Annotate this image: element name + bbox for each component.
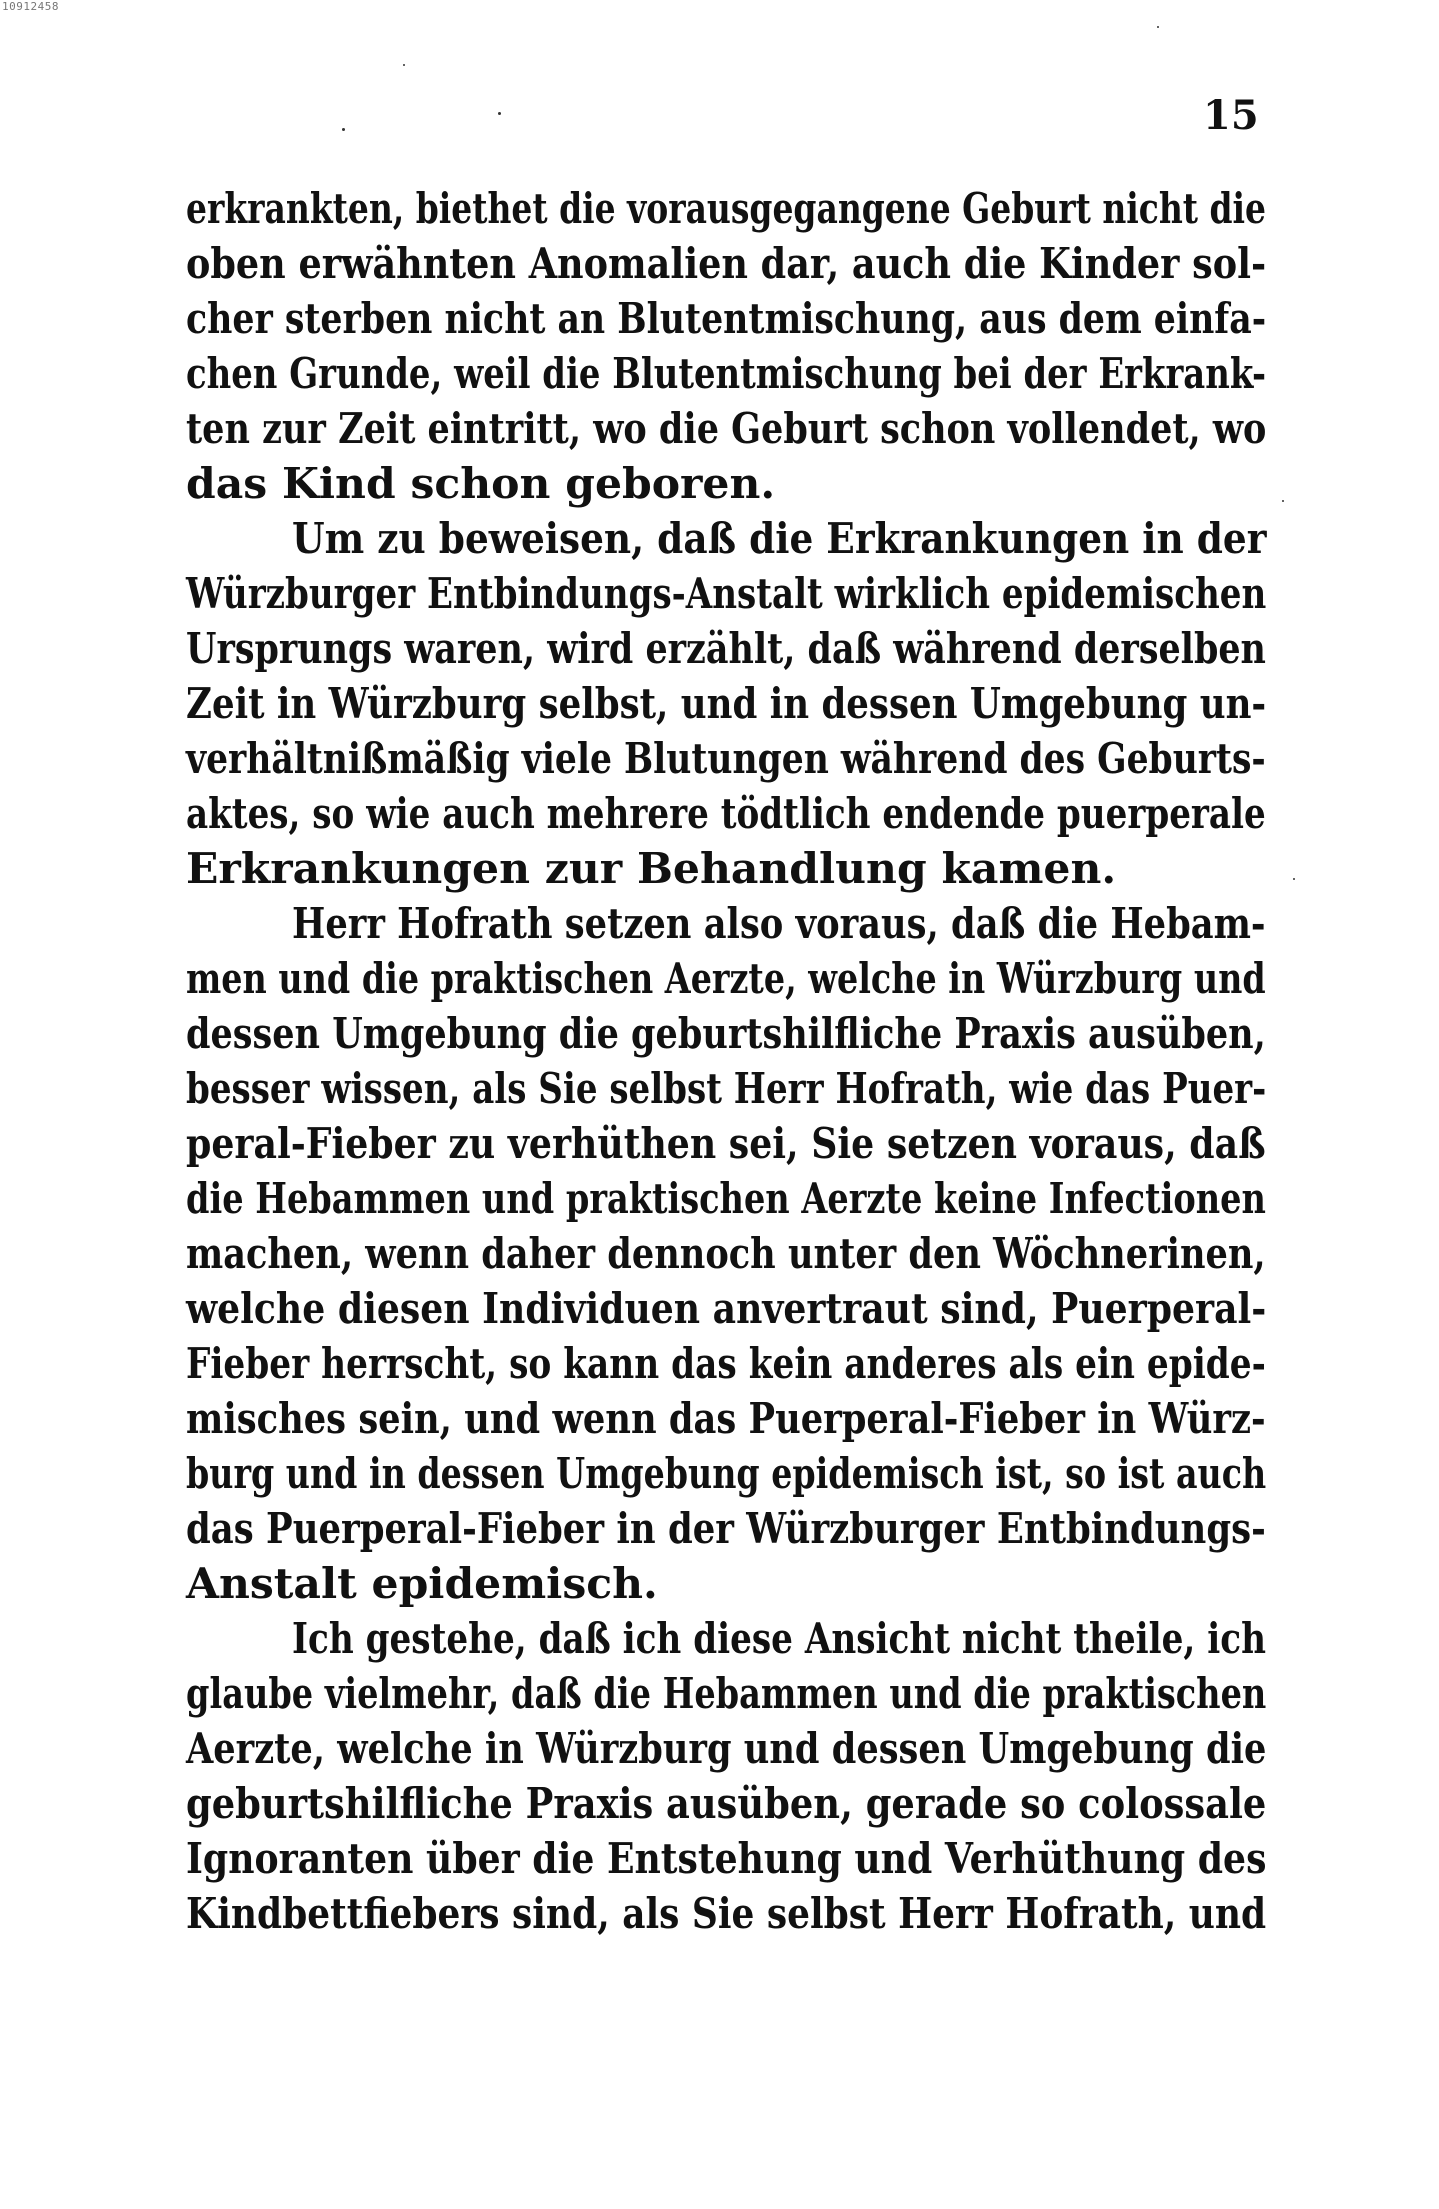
text-line: Anstalt epidemisch.: [186, 1559, 658, 1609]
text-line: verhältnißmäßig viele Blutungen während des Geburts-: [186, 734, 1266, 784]
text-line: Erkrankungen zur Behandlung kamen.: [186, 844, 1117, 894]
text-line: dessen Umgebung die geburtshilfliche Praxis ausüben,: [186, 1009, 1266, 1059]
text-line: Würzburger Entbindungs-Anstalt wirklich epidemischen: [186, 569, 1267, 619]
text-line: oben erwähnten Anomalien dar, auch die Kinder sol-: [186, 239, 1267, 289]
text-line: Aerzte, welche in Würzburg und dessen Umgebung die: [186, 1724, 1267, 1774]
text-line: geburtshilfliche Praxis ausüben, gerade so colossale: [186, 1779, 1267, 1829]
text-line: Ich gestehe, daß ich diese Ansicht nicht theile, ich: [292, 1614, 1266, 1664]
text-line: Um zu beweisen, daß die Erkrankungen in der: [292, 514, 1267, 564]
text-line: das Kind schon geboren.: [186, 459, 776, 509]
print-speck: [1157, 26, 1159, 28]
text-line: erkrankten, biethet die vorausgegangene Geburt nicht die: [186, 184, 1267, 234]
text-line: misches sein, und wenn das Puerperal-Fieber in Würz-: [186, 1394, 1266, 1444]
text-line: machen, wenn daher dennoch unter den Wöchnerinen,: [186, 1229, 1266, 1279]
print-speck: [1282, 500, 1284, 502]
text-line: men und die praktischen Aerzte, welche in Würzburg und: [186, 954, 1266, 1004]
text-line: glaube vielmehr, daß die Hebammen und die praktischen: [186, 1669, 1267, 1719]
text-line: besser wissen, als Sie selbst Herr Hofrath, wie das Puer-: [186, 1064, 1267, 1114]
page-number: 15: [1203, 92, 1259, 139]
text-line: die Hebammen und praktischen Aerzte keine Infectionen: [186, 1174, 1266, 1224]
print-speck: [1293, 878, 1295, 880]
text-line: das Puerperal-Fieber in der Würzburger Entbindungs-: [186, 1504, 1266, 1554]
print-speck: [403, 64, 405, 66]
print-speck: [342, 128, 345, 131]
text-line: Ignoranten über die Entstehung und Verhüthung des: [186, 1834, 1267, 1884]
text-line: ten zur Zeit eintritt, wo die Geburt schon vollendet, wo: [186, 404, 1267, 454]
print-speck: [498, 112, 501, 115]
text-line: aktes, so wie auch mehrere tödtlich endende puerperale: [186, 789, 1266, 839]
text-line: Zeit in Würzburg selbst, und in dessen Umgebung un-: [186, 679, 1267, 729]
text-line: peral-Fieber zu verhüthen sei, Sie setzen voraus, daß: [186, 1119, 1266, 1169]
text-line: chen Grunde, weil die Blutentmischung bei der Erkrank-: [186, 349, 1267, 399]
text-line: Ursprungs waren, wird erzählt, daß während derselben: [186, 624, 1266, 674]
text-line: burg und in dessen Umgebung epidemisch ist, so ist auch: [186, 1449, 1267, 1499]
text-line: Fieber herrscht, so kann das kein anderes als ein epide-: [186, 1339, 1266, 1389]
scan-id-label: 10912458: [2, 0, 59, 13]
text-line: Kindbettfiebers sind, als Sie selbst Herr Hofrath, und: [186, 1889, 1267, 1939]
text-line: Herr Hofrath setzen also voraus, daß die Hebam-: [292, 899, 1266, 949]
text-line: welche diesen Individuen anvertraut sind, Puerperal-: [186, 1284, 1267, 1334]
text-line: cher sterben nicht an Blutentmischung, aus dem einfa-: [186, 294, 1267, 344]
